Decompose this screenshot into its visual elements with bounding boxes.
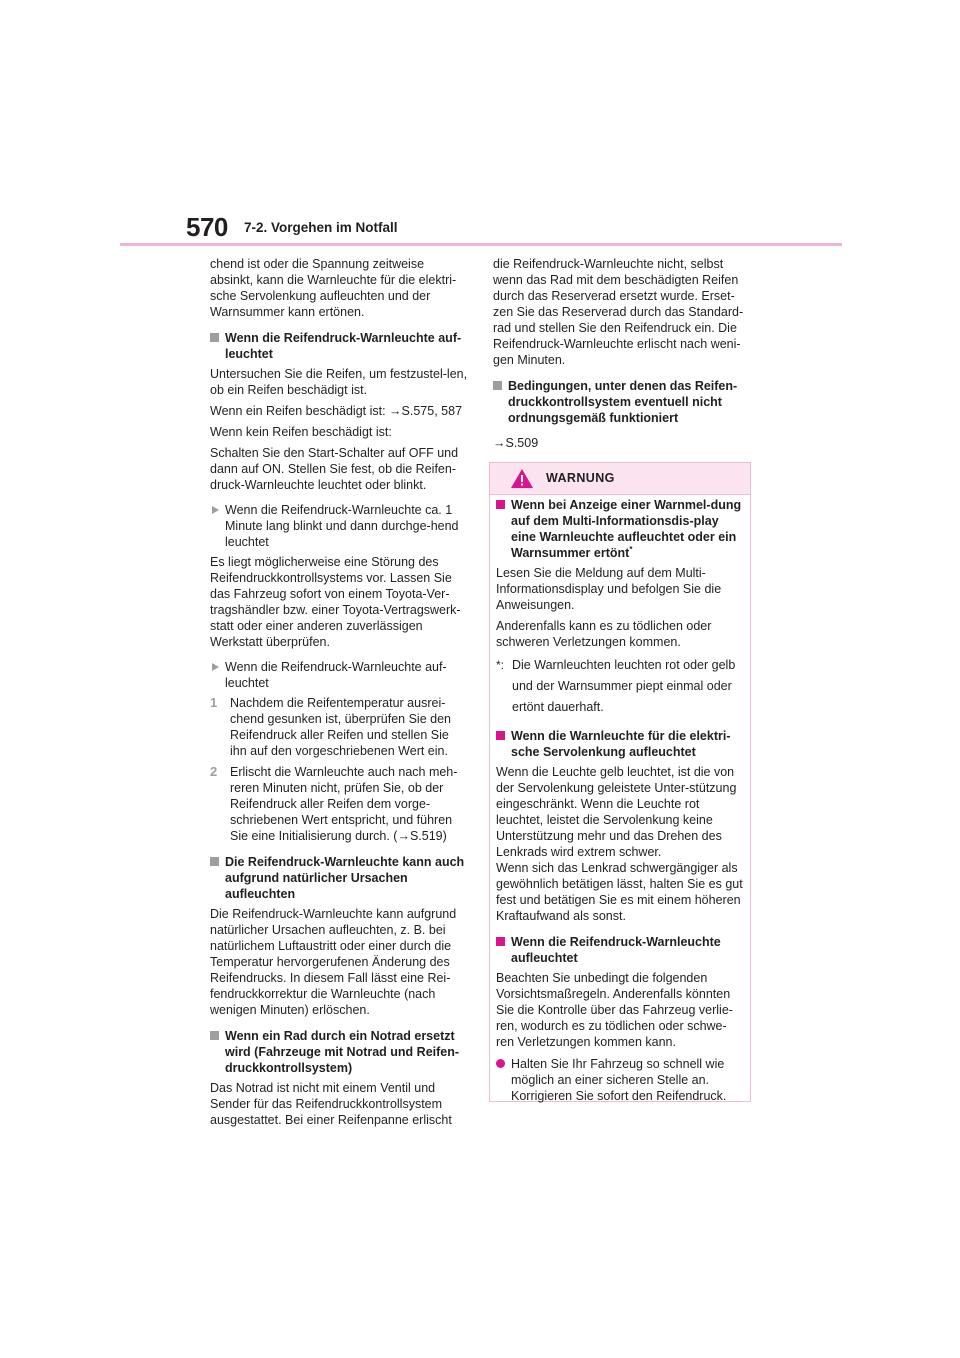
paragraph: Die Reifendruck-Warnleuchte kann aufgrund natürlicher Ursachen aufleuchten, z. B. bei natürlichem Luftaustritt oder einer durch die Temperatur hervorgerufenen Änderung des Reifendrucks. In diesem Fall lässt eine Rei-fendruckkorrektur die Warnleuchte (nach wenigen Minuten) erlöschen. xyxy=(210,907,457,1017)
footnote: *: Die Warnleuchten leuchten rot oder gelb und der Warnsummer piept einmal oder ertönt dauerhaft. xyxy=(496,655,744,718)
left-column xyxy=(210,256,468,1133)
paragraph: Wenn die Leuchte gelb leuchtet, ist die von der Servolenkung geleistete Unter-stützung eingeschränkt. Wenn die Leuchte rot leuchtet, leistet die Servolenkung keine Unterstützung mehr und das Drehen des Lenkrads wird extrem schwer. xyxy=(496,765,737,859)
page-number: 570 xyxy=(186,212,228,242)
header-rule xyxy=(120,243,842,246)
numbered-step: 2 Erlischt die Warnleuchte auch nach meh-reren Minuten nicht, prüfen Sie, ob der Reifendruck aller Reifen dem vorge-schriebenen Wert entspricht, und führen Sie eine Initialisierung durch. (→S.519) xyxy=(210,764,458,843)
triangle-bullet-icon xyxy=(212,663,219,671)
paragraph: Anderenfalls kann es zu tödlichen oder schweren Verletzungen kommen. xyxy=(496,619,712,649)
paragraph: Wenn kein Reifen beschädigt ist: xyxy=(210,425,392,439)
step-number: 2 xyxy=(210,764,218,779)
triangle-bullet-item: Wenn die Reifendruck-Warnleuchte auf-leuchtet xyxy=(210,659,468,691)
warning-box xyxy=(489,462,751,1102)
paragraph: chend ist oder die Spannung zeitweise absinkt, kann die Warnleuchte für die elektri-sche Servolenkung aufleuchten und der Warnsummer kann ertönen. xyxy=(210,257,457,319)
subheading: Die Reifendruck-Warnleuchte kann auch aufgrund natürlicher Ursachen aufleuchten xyxy=(210,854,468,902)
paragraph: Lesen Sie die Meldung auf dem Multi-Informationsdisplay und befolgen Sie die Anweisungen. xyxy=(496,566,722,612)
square-bullet-icon xyxy=(496,937,505,946)
square-bullet-icon xyxy=(210,1031,219,1040)
paragraph: Untersuchen Sie die Reifen, um festzustel-len, ob ein Reifen beschädigt ist. xyxy=(210,367,468,397)
warning-subheading: Wenn die Warnleuchte für die elektri-sche Servolenkung aufleuchtet xyxy=(496,728,744,760)
page-header xyxy=(0,0,960,250)
warning-subheading: Wenn die Reifendruck-Warnleuchte aufleuchtet xyxy=(496,934,744,966)
paragraph: Wenn sich das Lenkrad schwergängiger als gewöhnlich betätigen lässt, halten Sie es gut fest und betätigen Sie es mit einem höheren Kraftaufwand als sonst. xyxy=(496,861,743,923)
footnote-star: *: xyxy=(496,658,505,672)
warning-title: WARNUNG xyxy=(546,471,615,485)
paragraph: Es liegt möglicherweise eine Störung des Reifendruckkontrollsystems vor. Lassen Sie das Fahrzeug sofort von einem Toyota-Ver-tragshändler bzw. einer Toyota-Vertragswerk-statt oder einer anderen zuverlässigen Werkstatt überprüfen. xyxy=(210,555,461,649)
square-bullet-icon xyxy=(493,381,502,390)
page-reference-link[interactable]: →S.575, 587 xyxy=(389,404,463,418)
paragraph: Beachten Sie unbedingt die folgenden Vorsichtsmaßregeln. Anderenfalls könnten Sie die Kontrolle über das Fahrzeug verlie-ren, wodurch es zu tödlichen oder schwe-ren Verletzungen kommen kann. xyxy=(496,971,733,1049)
paragraph: die Reifendruck-Warnleuchte nicht, selbst wenn das Rad mit dem beschädigten Reifen durch das Reserverad ersetzt wurde. Erset-zen Sie das Reserverad durch das Standard-rad und stellen Sie den Reifendruck ein. Die Reifendruck-Warnleuchte erlischt nach weni-gen Minuten. xyxy=(493,257,744,367)
square-bullet-icon xyxy=(210,857,219,866)
subheading: Wenn ein Rad durch ein Notrad ersetzt wird (Fahrzeuge mit Notrad und Reifen-druckkontrollsystem) xyxy=(210,1028,468,1076)
warning-subheading: Wenn bei Anzeige einer Warnmel-dung auf dem Multi-Informationsdis-play eine Warnleuchte aufleuchtet oder ein Warnsummer ertönt* xyxy=(496,497,744,561)
paragraph: Das Notrad ist nicht mit einem Ventil und Sender für das Reifendruckkontrollsystem ausgestattet. Bei einer Reifenpanne erlischt xyxy=(210,1081,452,1127)
warning-body xyxy=(496,497,744,1104)
warning-header xyxy=(490,463,750,495)
paragraph: Wenn ein Reifen beschädigt ist: →S.575, 587 xyxy=(210,404,463,418)
square-bullet-icon xyxy=(496,731,505,740)
circle-bullet-icon xyxy=(496,1059,505,1068)
triangle-bullet-item: Wenn die Reifendruck-Warnleuchte ca. 1 Minute lang blinkt und dann durchge-hend leuchtet xyxy=(210,502,468,550)
warning-triangle-icon xyxy=(510,468,534,489)
subheading: Bedingungen, unter denen das Reifen-druckkontrollsystem eventuell nicht ordnungsgemäß funktioniert xyxy=(493,378,753,426)
page-reference-link[interactable]: →S.509 xyxy=(493,436,539,450)
step-number: 1 xyxy=(210,695,218,710)
subheading: Wenn die Reifendruck-Warnleuchte auf-leuchtet xyxy=(210,330,468,362)
square-bullet-icon xyxy=(210,333,219,342)
square-bullet-icon xyxy=(496,500,505,509)
circle-bullet-item: Halten Sie Ihr Fahrzeug so schnell wie möglich an einer sicheren Stelle an. Korrigieren Sie sofort den Reifendruck. xyxy=(496,1056,744,1104)
triangle-bullet-icon xyxy=(212,506,219,514)
right-column xyxy=(493,256,753,456)
footnote-marker: * xyxy=(629,544,633,554)
numbered-step: 1 Nachdem die Reifentemperatur ausrei-chend gesunken ist, überprüfen Sie den Reifendruck aller Reifen und stellen Sie ihn auf den vorgeschriebenen Wert ein. xyxy=(210,695,451,758)
paragraph: Schalten Sie den Start-Schalter auf OFF und dann auf ON. Stellen Sie fest, ob die Reifen-druck-Warnleuchte leuchtet oder blinkt. xyxy=(210,446,459,492)
section-title: 7-2. Vorgehen im Notfall xyxy=(244,220,398,235)
